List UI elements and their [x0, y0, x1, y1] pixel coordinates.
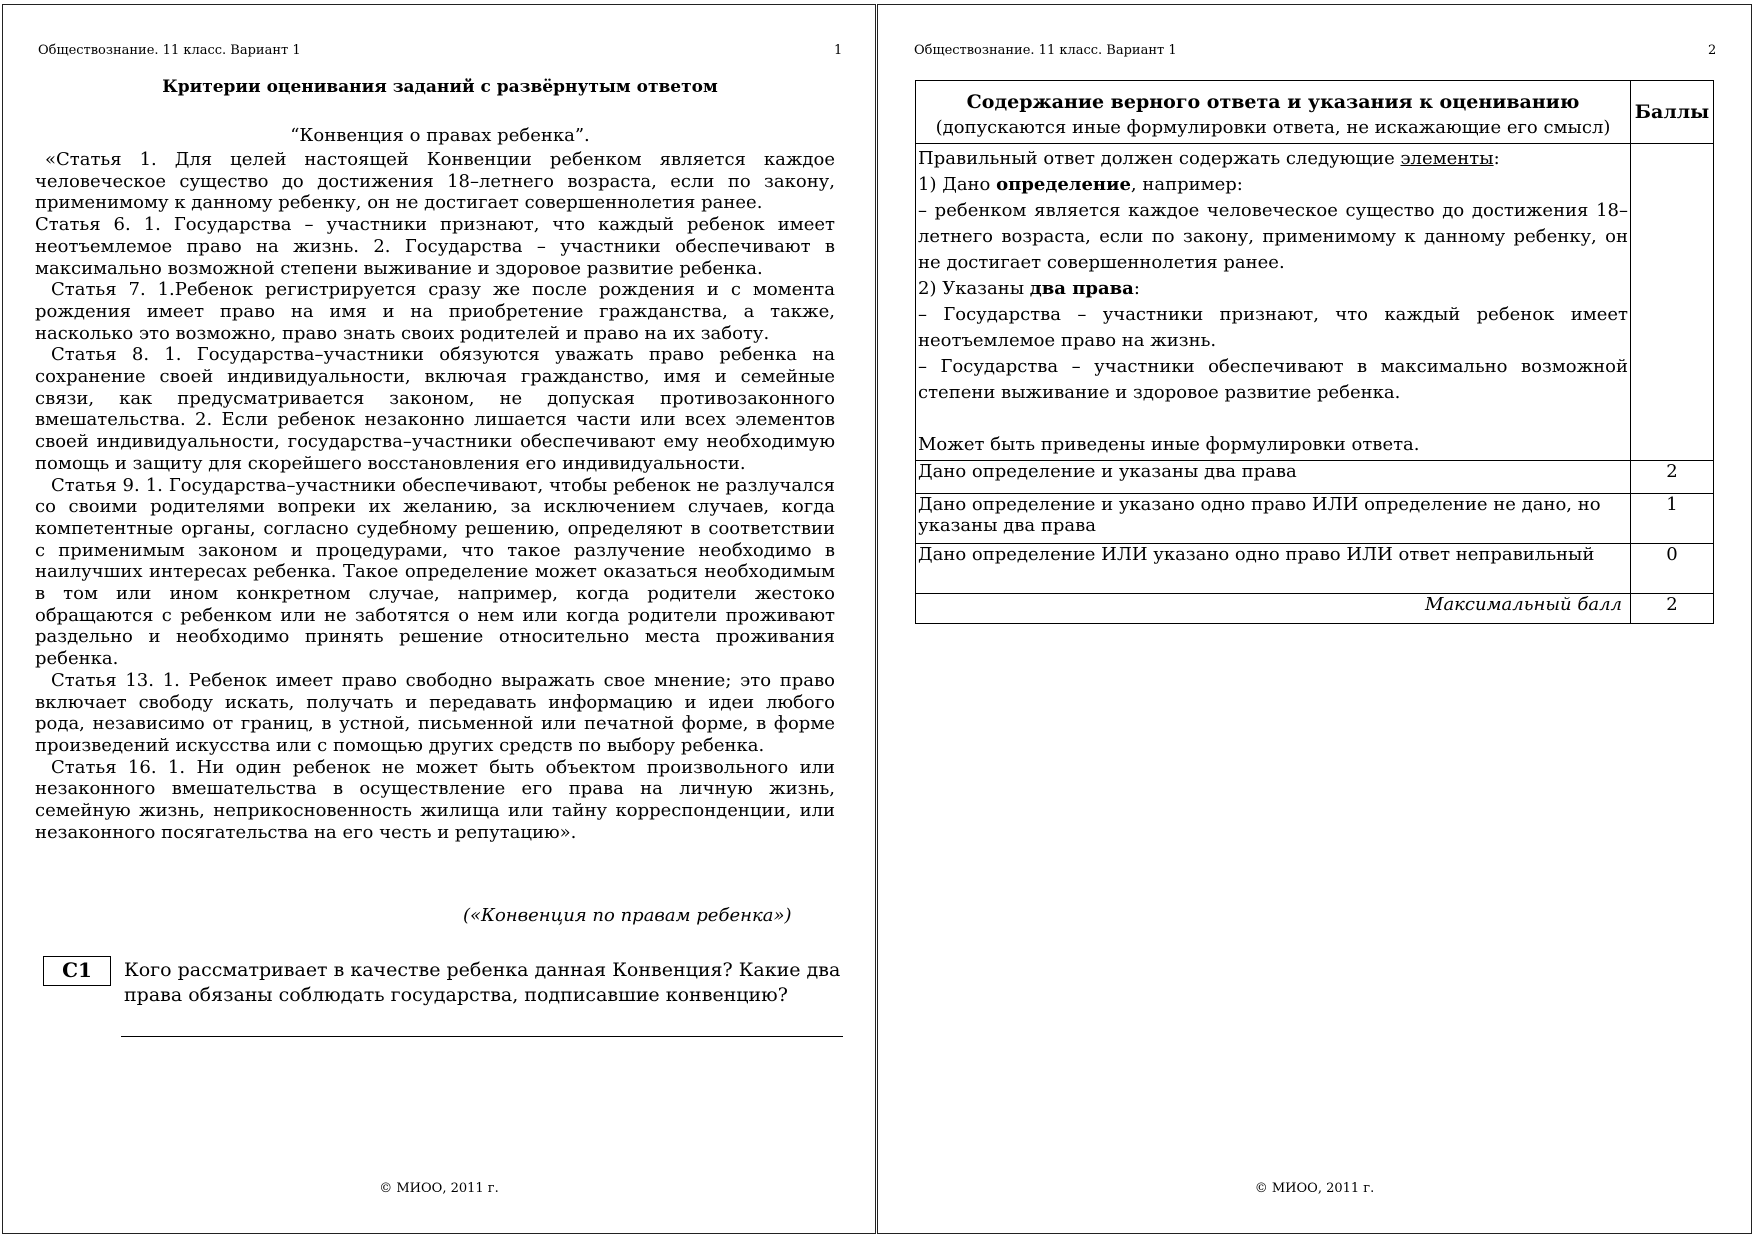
article-8: Статья 8. 1. Государства–участники обязуются уважать право ребенка на сохранение своей индивидуальности, включая гражданство, имя и семейные связи, как предусматривается законом, не допуская противозаконного вмешательства. 2. Если ребенок незаконно лишается части или всех элементов своей индивидуальности, государства–участники обеспечивают ему необходимую помощь и защиту для скорейшего восстановления его индивидуальности. — [35, 344, 835, 474]
item-2-heading: 2) Указаны два права: — [918, 278, 1140, 299]
page-header: Обществознание. 11 класс. Вариант 1 — [38, 43, 301, 58]
answer-content — [916, 144, 1631, 461]
page-header: Обществознание. 11 класс. Вариант 1 — [914, 43, 1177, 58]
page-number: 2 — [1708, 43, 1717, 58]
criterion-score: 2 — [1631, 461, 1714, 494]
article-9: Статья 9. 1. Государства–участники обеспечивают, чтобы ребенок не разлучался со своими родителями вопреки их желанию, за исключением случаев, когда компетентные органы, согласно судебному решению, определяют в соответствии с применимым законом и процедурами, что такое разлучение необходимо в наилучших интересах ребенка. Такое определение может оказаться необходимым в том или ином конкретном случае, например, когда родители жестоко обращаются с ребенком или не заботятся о нем или когда родители проживают раздельно и необходимо принять решение относительно места проживания ребенка. — [35, 474, 835, 670]
table-header-row — [916, 81, 1714, 144]
header-note: (допускаются иные формулировки ответа, не искажающие его смысл) — [935, 116, 1611, 138]
page-number: 1 — [834, 43, 843, 58]
answer-line — [121, 1036, 843, 1037]
item-1-heading: 1) Дано определение, например: — [918, 174, 1243, 195]
task-label: C1 — [43, 956, 111, 986]
criterion-score: 1 — [1631, 494, 1714, 544]
item-2-text-a: – Государства – участники признают, что каждый ребенок имеет неотъемлемое право на жизнь. — [918, 304, 1628, 351]
document-subtitle: “Конвенция о правах ребенка”. — [290, 125, 590, 146]
criterion-score: 0 — [1631, 544, 1714, 594]
article-16: Статья 16. 1. Ни один ребенок не может быть объектом произвольного или незаконного вмешательства в осуществление его права на личную жизнь, семейную жизнь, неприкосновенность жилища или тайну корреспонденции, или незаконного посягательства на его честь и репутацию». — [35, 756, 835, 843]
max-score-value: 2 — [1631, 594, 1714, 624]
intro-line: Правильный ответ должен содержать следующие элементы: — [918, 148, 1500, 169]
criteria-table — [915, 80, 1714, 624]
source-citation: («Конвенция по правам ребенка») — [463, 905, 792, 926]
article-1: «Статья 1. Для целей настоящей Конвенции ребенком является каждое человеческое существо до достижения 18–летнего возраста, если по закону, применимому к данному ребенку, он не достигает совершеннолетия ранее. — [35, 149, 835, 214]
article-6: Статья 6. 1. Государства – участники признают, что каждый ребенок имеет неотъемлемое право на жизнь. 2. Государства – участники обеспечивают в максимально возможной степени выживание и здоровое развитие ребенка. — [35, 214, 835, 279]
article-7: Статья 7. 1.Ребенок регистрируется сразу же после рождения и с момента рождения имеет право на имя и на приобретение гражданства, а также, насколько это возможно, право знать своих родителей и право на их заботу. — [35, 279, 835, 344]
task-question: Кого рассматривает в качестве ребенка данная Конвенция? Какие два права обязаны соблюдать государства, подписавшие конвенцию? — [124, 959, 841, 1006]
alternative-note: Может быть приведены иные формулировки ответа. — [918, 434, 1420, 455]
document-title: Критерии оценивания заданий с развёрнутым ответом — [162, 77, 718, 97]
article-13: Статья 13. 1. Ребенок имеет право свободно выражать свое мнение; это право включает свободу искать, получать и передавать информацию и идеи любого рода, независимо от границ, в устной, письменной или печатной форме, в форме произведений искусства или с помощью других средств по выбору ребенка. — [35, 669, 835, 756]
right-page — [877, 4, 1752, 1234]
answer-content-score — [1631, 144, 1714, 461]
table-row — [916, 544, 1714, 594]
item-1-text: – ребенком является каждое человеческое существо до достижения 18–летнего возраста, если по закону, применимому к данному ребенку, он не достигает совершеннолетия ранее. — [918, 200, 1628, 273]
answer-content-row — [916, 144, 1714, 461]
page-footer: © МИОО, 2011 г. — [1254, 1181, 1375, 1196]
criterion-text: Дано определение ИЛИ указано одно право ИЛИ ответ неправильный — [916, 544, 1631, 594]
criterion-text: Дано определение и указаны два права — [916, 461, 1631, 494]
criterion-text: Дано определение и указано одно право ИЛИ определение не дано, но указаны два права — [916, 494, 1631, 544]
table-row — [916, 494, 1714, 544]
page-footer: © МИОО, 2011 г. — [379, 1181, 499, 1196]
table-header-content — [916, 81, 1631, 144]
table-header-score: Баллы — [1631, 81, 1714, 144]
item-2-text-b: – Государства – участники обеспечивают в максимально возможной степени выживание и здоровое развитие ребенка. — [918, 356, 1628, 403]
left-page — [2, 4, 876, 1234]
max-score-label: Максимальный балл — [916, 594, 1631, 624]
convention-text — [35, 149, 835, 844]
table-row — [916, 461, 1714, 494]
spacer — [918, 406, 1628, 432]
header-title: Содержание верного ответа и указания к оцениванию — [966, 90, 1580, 113]
max-score-row — [916, 594, 1714, 624]
